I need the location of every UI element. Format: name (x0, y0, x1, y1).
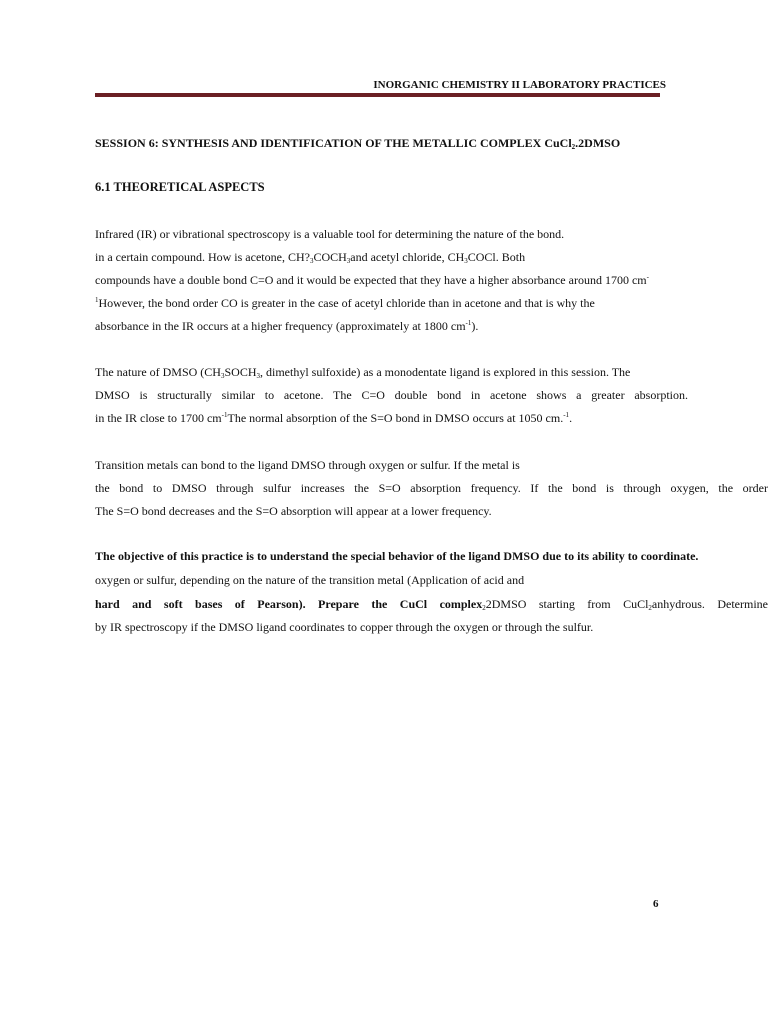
superscript: -1 (465, 319, 472, 327)
text-run: and acetyl chloride, CH (350, 250, 465, 264)
paragraph-1-line-5 (95, 319, 478, 333)
paragraph-4-line-4: by IR spectroscopy if the DMSO ligand coordinates to copper through the oxygen or through the sulfur. (95, 620, 594, 634)
session-title-subscript: 2 (571, 143, 576, 151)
paragraph-4-line-2: oxygen or sulfur, depending on the nature of the transition metal (Application of acid and (95, 573, 525, 587)
text-run: 2DMSO starting from CuCl (485, 597, 649, 611)
text-run: . (569, 411, 573, 425)
paragraph-1-line-1: Infrared (IR) or vibrational spectroscopy is a valuable tool for determining the nature of the bond. (95, 227, 565, 241)
paragraph-2-line-1 (95, 365, 630, 379)
text-run: However, the bond order CO is greater in the case of acetyl chloride than in acetone and that is why the (98, 296, 595, 310)
text-run: anhydrous. Determine (651, 597, 768, 611)
paragraph-3-line-3: The S=O bond decreases and the S=O absorption will appear at a lower frequency. (95, 504, 492, 518)
paragraph-1-line-3 (95, 273, 649, 287)
paragraph-1-line-4 (95, 296, 595, 310)
superscript: - (646, 273, 649, 281)
paragraph-1-line-2 (95, 250, 525, 264)
bold-text-run: hard and soft bases of Pearson). Prepare the CuCl complex (95, 597, 483, 611)
superscript: -1 (563, 411, 570, 419)
text-run: COCH (313, 250, 347, 264)
superscript: 1 (95, 296, 99, 304)
text-run: in the IR close to 1700 cm (95, 411, 222, 425)
subscript: 3 (256, 372, 260, 380)
text-run: , dimethyl sulfoxide) as a monodentate ligand is explored in this session. The (260, 365, 631, 379)
subscript: 3 (220, 372, 225, 380)
text-run: absorbance in the IR occurs at a higher frequency (approximately at 1800 cm (95, 319, 466, 333)
running-header: INORGANIC CHEMISTRY II LABORATORY PRACTICES (373, 79, 666, 91)
paragraph-2-line-2: DMSO is structurally similar to acetone. The C=O double bond in acetone shows a greater absorption. (95, 388, 688, 402)
paragraph-3-line-2: the bond to DMSO through sulfur increases the S=O absorption frequency. If the bond is through oxygen, the order (95, 481, 768, 495)
session-title-suffix: .2DMSO (575, 136, 621, 150)
text-run: The nature of DMSO (CH (95, 365, 221, 379)
text-run: compounds have a double bond C=O and it would be expected that they have a higher absorbance around 1700 cm (95, 273, 647, 287)
subscript: 2 (482, 604, 486, 612)
text-run: ). (471, 319, 479, 333)
page-number: 6 (653, 898, 659, 910)
paragraph-4-line-3 (95, 597, 768, 611)
paragraph-2-line-3 (95, 411, 572, 425)
paragraph-3-line-1: Transition metals can bond to the ligand DMSO through oxygen or sulfur. If the metal is (95, 458, 520, 472)
superscript: -1 (221, 411, 228, 419)
paragraph-4-line-1: The objective of this practice is to understand the special behavior of the ligand DMSO due to its ability to coordinate. (95, 549, 699, 563)
text-run: SOCH (224, 365, 257, 379)
text-run: in a certain compound. How is acetone, CH? (95, 250, 310, 264)
session-title-text: SESSION 6: SYNTHESIS AND IDENTIFICATION OF THE METALLIC COMPLEX CuCl (95, 136, 572, 150)
subscript: 3 (346, 257, 351, 265)
subscript: 3 (309, 257, 314, 265)
subscript: 3 (464, 257, 468, 265)
header-rule (95, 93, 660, 97)
subscript: 2 (648, 604, 652, 612)
text-run: The normal absorption of the S=O bond in DMSO occurs at 1050 cm. (227, 411, 564, 425)
session-title (95, 136, 755, 151)
section-heading: 6.1 THEORETICAL ASPECTS (95, 180, 265, 194)
text-run: COCl. Both (467, 250, 526, 264)
